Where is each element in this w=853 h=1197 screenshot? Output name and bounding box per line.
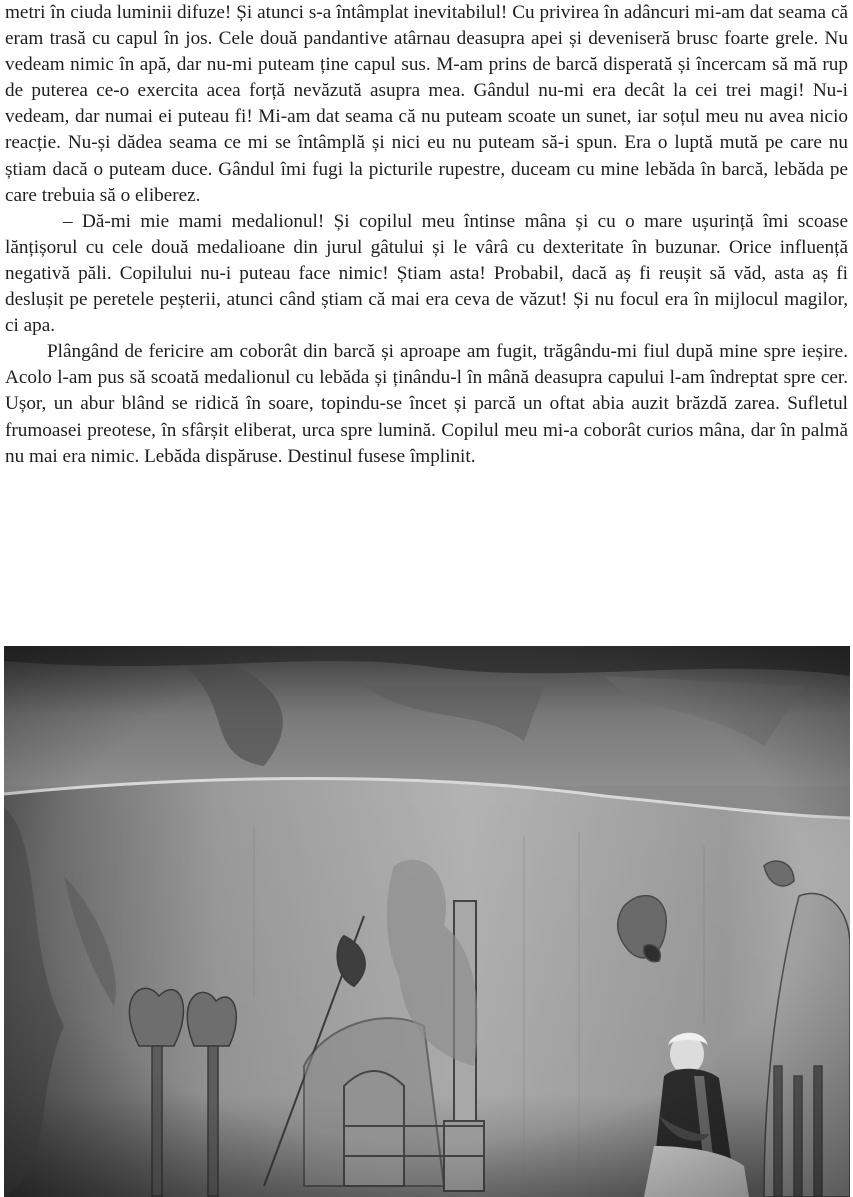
paragraph-ending: Plângând de fericire am coborât din barcă și aproape am fugit, trăgându-mi fiul după mine spre ieșire. Acolo l-am pus să scoată medalionul cu lebăda și ținându-l în mână deasupra capului l-am îndreptat spre cer. Ușor, un abur blând se ridică în soare, topindu-se încet și parcă un oftat abia auzit brăzdă zarea. Sufletul frumoasei preotese, în sfârșit eliberat, urca spre lumină. Copilul meu mi-a coborât curios mâna, dar în palmă nu mai era nimic. Lebăda dispăruse. Destinul fusese împlinit. (5, 341, 848, 467)
relief-photograph (4, 646, 850, 1197)
paragraph-continuation: metri în ciuda luminii difuze! Și atunci s-a întâmplat inevitabilul! Cu privirea în adâncuri mi-am dat seama că eram trasă cu capul în jos. Cele două pandantive atârnau deasupra apei și deveniseră brusc foarte grele. Nu vedeam nimic în apă, dar nu-mi puteam ține capul sus. M-am prins de barcă disperată și încercam să mă rup de puterea ce-o exercita acea forță nevăzută asupra mea. Gândul nu-mi era decât la cei trei magi! Nu-i vedeam, dar numai ei puteau fi! Mi-am dat seama că nu puteam scoate un sunet, iar soțul meu nu avea nicio reacție. Nu-și dădea seama ce mi se întâmplă și nici eu nu puteam să-i spun. Era o luptă mută pe care nu știam dacă o puteam duce. Gândul îmi fugi la picturile rupestre, duceam cu mine lebăda în barcă, lebăda pe care trebuia să o eliberez. (5, 2, 848, 206)
paragraph-dialog: – Dă-mi mie mami medalionul! Și copilul meu întinse mâna și cu o mare ușurință îmi scoase lănțișorul cu cele două medalioane din jurul gâtului și le vârâ cu dexteritate în buzunar. Orice influență negativă păli. Copilului nu-i puteau face nimic! Știam asta! Probabil, dacă aș fi reușit să văd, asta aș fi deslușit pe peretele peșterii, atunci când știam că mai era ceva de văzut! Și nu focul era în mijlocul magilor, ci apa. (5, 210, 848, 337)
body-text (5, 0, 848, 470)
relief-photo-drawing (4, 646, 850, 1197)
